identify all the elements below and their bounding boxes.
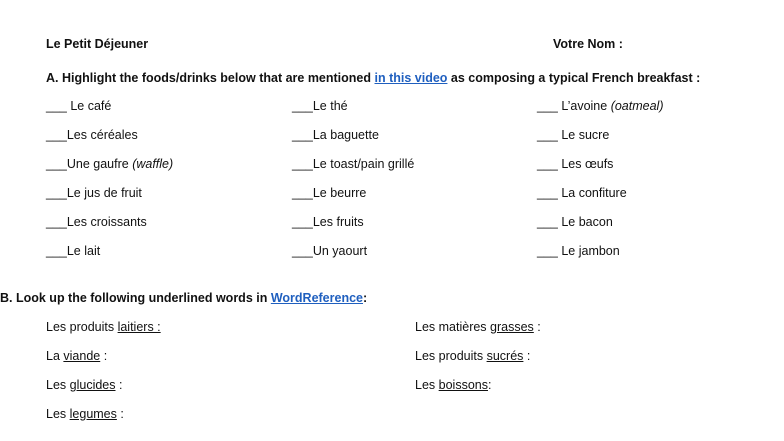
blank-line[interactable]: ___ <box>292 215 313 229</box>
vocab-term-prefix: Les produits <box>46 320 118 334</box>
vocab-term <box>415 378 491 393</box>
blank-line[interactable]: ___ <box>537 244 558 258</box>
vocab-term-suffix: : <box>487 378 492 392</box>
food-item-label: Le thé <box>312 99 348 113</box>
food-item-label: La confiture <box>557 186 627 200</box>
section-a-prefix: A. Highlight the foods/drinks below that are mentioned <box>46 71 375 85</box>
blank-line[interactable]: ___ <box>537 99 558 113</box>
food-item-note: (waffle) <box>128 157 174 171</box>
blank-line[interactable]: ___ <box>46 186 67 200</box>
vocab-term-word: grasses <box>490 320 534 334</box>
blank-line[interactable]: ___ <box>46 244 67 258</box>
food-item-label: Le beurre <box>312 186 367 200</box>
food-item <box>537 99 664 114</box>
food-item-label: Le jus de fruit <box>66 186 142 200</box>
section-b-prefix: B. Look up the following underlined words in <box>0 291 271 305</box>
blank-line[interactable]: ___ <box>46 128 67 142</box>
vocab-term <box>46 378 122 393</box>
food-item-label: Les croissants <box>66 215 147 229</box>
vocab-term-suffix: : <box>523 349 531 363</box>
food-item-label: L’avoine <box>557 99 608 113</box>
blank-line[interactable]: ___ <box>537 186 558 200</box>
food-item-label: Les œufs <box>557 157 614 171</box>
vocab-term-word: sucrés <box>486 349 524 363</box>
food-item <box>292 186 366 201</box>
vocab-term-suffix: : <box>100 349 108 363</box>
vocab-term <box>46 320 161 335</box>
food-item-label: Les fruits <box>312 215 364 229</box>
vocab-term-prefix: Les <box>46 378 70 392</box>
food-item-label: La baguette <box>312 128 379 142</box>
vocab-term-word: legumes <box>69 407 117 421</box>
food-item-label: Le jambon <box>557 244 620 258</box>
wordreference-link[interactable]: WordReference <box>270 291 363 305</box>
food-item <box>46 215 147 230</box>
blank-line[interactable]: ___ <box>46 157 67 171</box>
food-item-label: Un yaourt <box>312 244 368 258</box>
food-item <box>537 186 627 201</box>
blank-line[interactable]: ___ <box>537 215 558 229</box>
blank-line[interactable]: ___ <box>292 157 313 171</box>
food-item <box>46 128 138 143</box>
vocab-term-word: boissons <box>438 378 488 392</box>
food-item <box>46 244 100 259</box>
vocab-term <box>415 349 530 364</box>
food-item-label: Le bacon <box>557 215 613 229</box>
food-item <box>292 128 379 143</box>
vocab-term-suffix: : <box>116 407 124 421</box>
food-item-note: (oatmeal) <box>607 99 664 113</box>
food-item-label: Les céréales <box>66 128 138 142</box>
food-item-label: Le café <box>66 99 112 113</box>
food-item <box>46 186 142 201</box>
blank-line[interactable]: ___ <box>46 99 67 113</box>
vocab-term-prefix: Les produits <box>415 349 487 363</box>
food-item <box>292 99 348 114</box>
name-label: Votre Nom : <box>553 37 623 51</box>
blank-line[interactable]: ___ <box>46 215 67 229</box>
food-item <box>292 157 414 172</box>
section-a-heading <box>46 71 700 86</box>
vocab-term-prefix: Les <box>415 378 439 392</box>
vocab-term-word: viande <box>63 349 101 363</box>
blank-line[interactable]: ___ <box>537 128 558 142</box>
vocab-term <box>46 407 124 422</box>
food-item <box>46 157 173 172</box>
food-item <box>537 157 613 172</box>
section-a-suffix: as composing a typical French breakfast : <box>447 71 701 85</box>
food-item-label: Une gaufre <box>66 157 129 171</box>
vocab-term-suffix: : <box>533 320 541 334</box>
food-item-label: Le sucre <box>557 128 610 142</box>
blank-line[interactable]: ___ <box>292 244 313 258</box>
blank-line[interactable]: ___ <box>292 186 313 200</box>
food-item <box>46 99 111 114</box>
vocab-term-prefix: Les matières <box>415 320 491 334</box>
section-b-heading <box>0 291 367 306</box>
food-item <box>292 244 367 259</box>
food-item <box>292 215 364 230</box>
section-b-suffix: : <box>363 291 368 305</box>
food-item <box>537 128 609 143</box>
vocab-term <box>46 349 107 364</box>
vocab-term-suffix: : <box>115 378 123 392</box>
food-item-label: Le toast/pain grillé <box>312 157 415 171</box>
food-item-label: Le lait <box>66 244 101 258</box>
blank-line[interactable]: ___ <box>537 157 558 171</box>
food-item <box>537 244 620 259</box>
page-title: Le Petit Déjeuner <box>46 37 149 51</box>
vocab-term <box>415 320 541 335</box>
vocab-term-word: glucides <box>69 378 116 392</box>
food-item <box>537 215 613 230</box>
vocab-term-prefix: La <box>46 349 64 363</box>
vocab-term-word: laitiers : <box>117 320 161 334</box>
video-link[interactable]: in this video <box>374 71 448 85</box>
vocab-term-prefix: Les <box>46 407 70 421</box>
blank-line[interactable]: ___ <box>292 99 313 113</box>
blank-line[interactable]: ___ <box>292 128 313 142</box>
